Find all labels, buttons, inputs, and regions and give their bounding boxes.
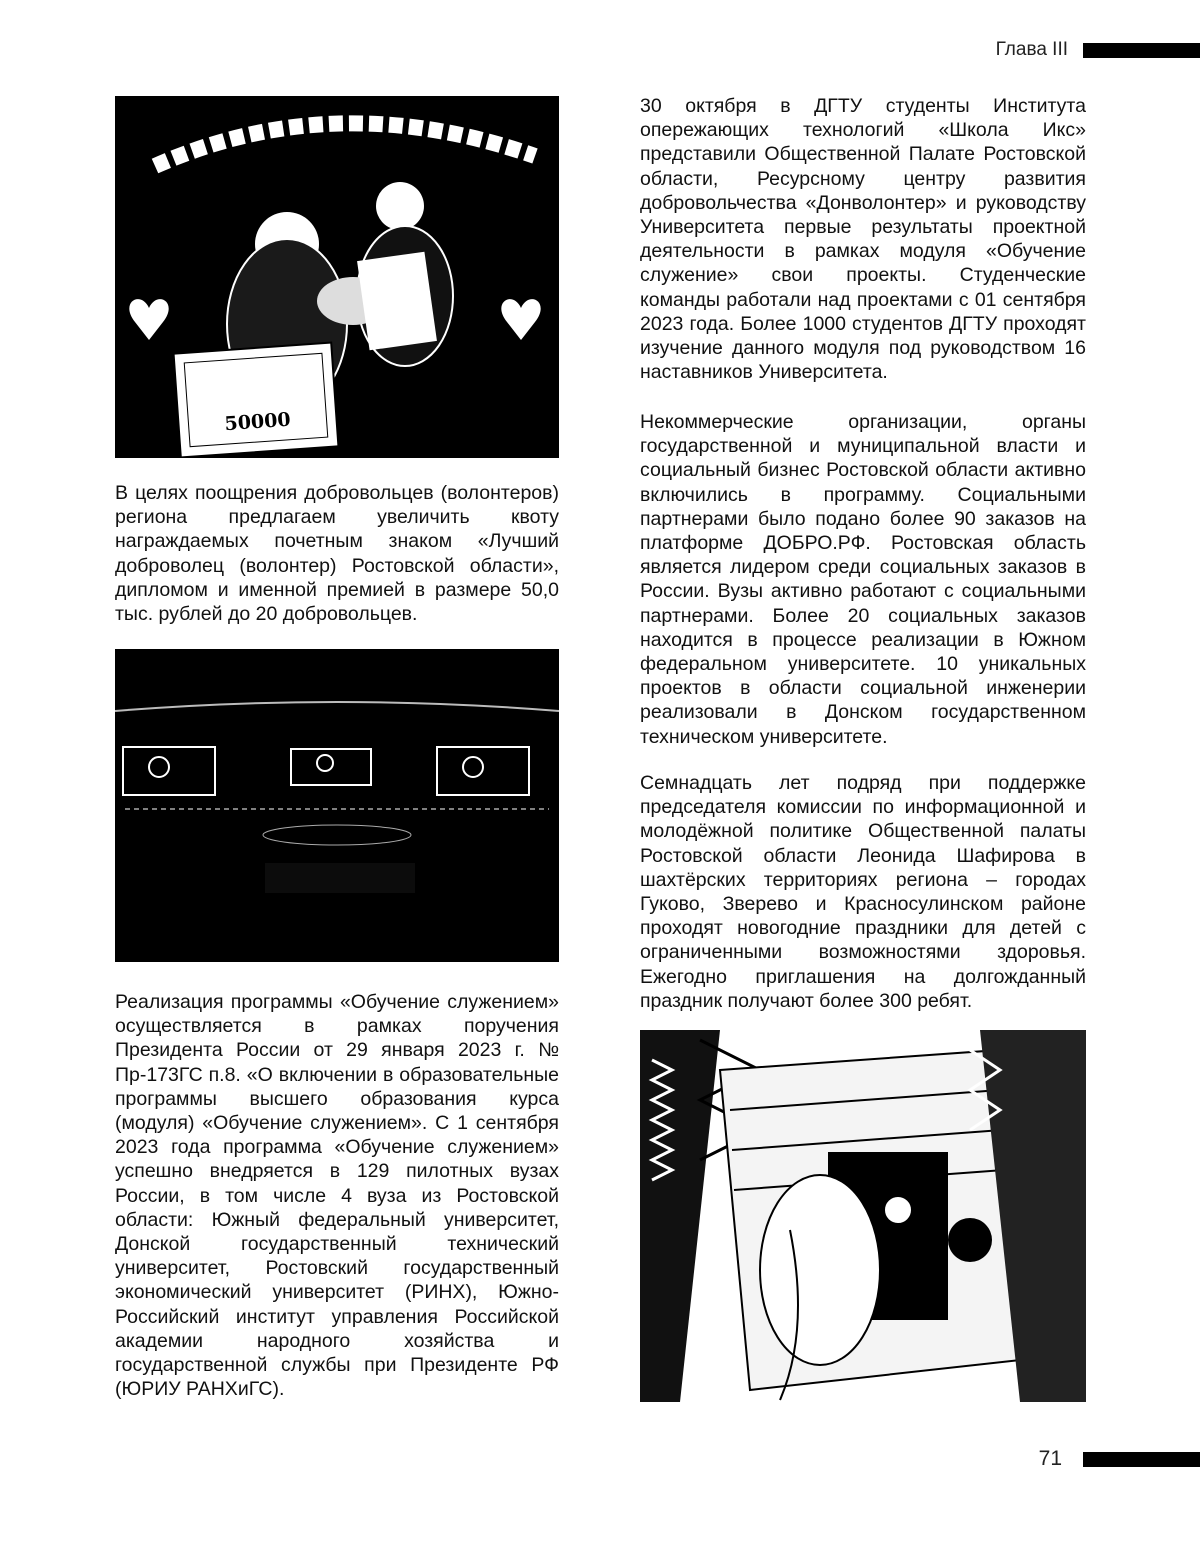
certificate-amount: 50000 [223, 408, 292, 436]
page-number: 71 [1038, 1447, 1062, 1470]
footer-bar [1083, 1452, 1200, 1467]
left-paragraph-1: В целях поощрения добровольцев (волонтеров) региона предлагаем увеличить квоту награждаемых почетным знаком «Лучший доброволец (волонтер) Ростовской области», дипломом и именной премией в размере 50,0 тыс. рублей до 20 добровольцев. [115, 482, 559, 626]
right-paragraph-2: Некоммерческие организации, органы государственной и муниципальной власти и социальный бизнес Ростовской области активно включились в программу. Социальными партнерами было подано более 90 заказов на платформе ДОБРО.РФ. Ростовская область является лидером среди социальных заказов в России. Вузы активно работают с социальными партнерами. Более 20 социальных заказов находится в процессе реализации в Южном федеральном университете. 10 уникальных проектов в области социальной инженерии реализовали в Донском государственном техническом университете. [640, 411, 1086, 748]
photo-conference-hall [115, 649, 559, 962]
right-paragraph-3: Семнадцать лет подряд при поддержке председателя комиссии по информационной и молодёжной политике Общественной палаты Ростовской области Леонида Шафирова в шахтёрских территориях региона – городах Гуково, Зверево и Красносулинском районе проходят новогодние праздники для детей с ограниченными возможностями здоровья. Ежегодно приглашения на долгожданный праздник получают более 300 ребят. [640, 772, 1086, 1012]
photo-new-year-celebration [640, 1030, 1086, 1402]
photo-award-ceremony [115, 96, 559, 458]
right-paragraph-1: 30 октября в ДГТУ студенты Института опережающих технологий «Школа Икс» представили Общественной Палате Ростовской области, Ресурсному центру развития добровольчества «Донволонтер» и руководству Университета первые результаты проектной деятельности в рамках модуля «Обучение служение» свои проекты. Студенческие команды работали над проектами с 01 сентября 2023 года. Более 1000 студентов ДГТУ проходят изучение данного модуля под руководством 16 наставников Университета. [640, 95, 1086, 384]
chapter-label: Глава III [995, 39, 1068, 60]
header-bar [1083, 43, 1200, 58]
left-paragraph-2: Реализация программы «Обучение служением» осуществляется в рамках поручения Президента России от 29 января 2023 г. № Пр-173ГС п.8. «О включении в образовательные программы высшего образования курса (модуля) «Обучение служением». С 1 сентября 2023 года программа «Обучение служением» успешно внедряется в 129 пилотных вузах России, в том числе 4 вуза из Ростовской области: Южный федеральный университет, Донской государственный технический университет, Ростовский государственный экономический университет (РИНХ), Южно-Российский институт управления Российской академии народного хозяйства и государственной службы при Президенте РФ (ЮРИУ РАНХиГС). [115, 991, 559, 1401]
